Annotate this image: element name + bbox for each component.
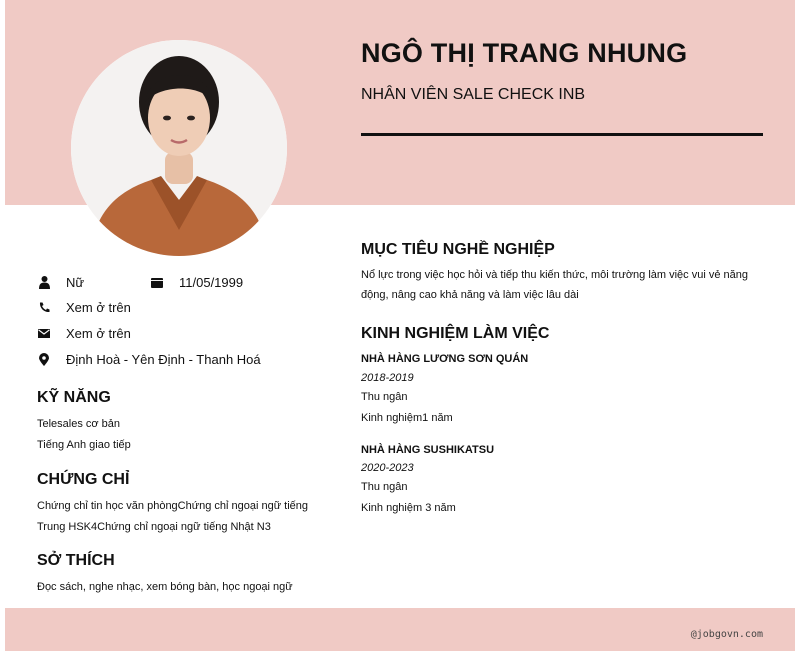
experience-heading: KINH NGHIỆM LÀM VIỆC — [361, 325, 550, 342]
company-name: NHÀ HÀNG SUSHIKATSU — [361, 444, 495, 456]
objective-line: động, nâng cao khả năng và làm việc lâu dài — [361, 289, 579, 301]
gender-row — [37, 275, 84, 290]
gender-value: Nữ — [66, 275, 85, 290]
certificates-line: Trung HSK4Chứng chỉ ngoại ngữ tiếng Nhật N3 — [37, 521, 271, 533]
job-title: NHÂN VIÊN SALE CHECK INB — [361, 86, 586, 103]
header-divider — [361, 133, 763, 136]
mail-icon — [37, 327, 51, 341]
certificates-heading: CHỨNG CHỈ — [37, 471, 130, 488]
watermark-text: @jobgovn.com — [690, 629, 763, 640]
phone-row — [37, 300, 131, 315]
email-row — [37, 326, 131, 341]
candidate-name: NGÔ THỊ TRANG NHUNG — [361, 38, 688, 68]
birthdate-row — [150, 275, 243, 290]
skills-heading: KỸ NĂNG — [37, 389, 111, 406]
objective-heading: MỤC TIÊU NGHỀ NGHIỆP — [361, 241, 555, 258]
job-role: Thu ngân — [361, 391, 408, 403]
location-pin-icon — [37, 353, 51, 367]
job-role: Thu ngân — [361, 481, 408, 493]
hobbies-heading: SỞ THÍCH — [37, 552, 115, 569]
company-name: NHÀ HÀNG LƯƠNG SƠN QUÁN — [361, 353, 529, 365]
certificates-line: Chứng chỉ tin học văn phòngChứng chỉ ngoại ngữ tiếng — [37, 500, 308, 512]
person-icon — [37, 276, 51, 290]
job-period: 2020-2023 — [361, 462, 414, 474]
hobbies-text: Đọc sách, nghe nhạc, xem bóng bàn, học ngoại ngữ — [37, 581, 293, 593]
job-detail: Kinh nghiệm1 năm — [361, 412, 453, 424]
profile-photo — [71, 40, 287, 256]
phone-icon — [37, 301, 51, 315]
phone-value: Xem ở trên — [66, 300, 131, 315]
job-detail: Kinh nghiệm 3 năm — [361, 502, 456, 514]
skill-item: Telesales cơ bản — [37, 418, 121, 430]
footer-band — [5, 608, 795, 651]
birthdate-value: 11/05/1999 — [179, 275, 244, 290]
address-value: Định Hoà - Yên Định - Thanh Hoá — [66, 352, 261, 367]
job-period: 2018-2019 — [361, 372, 414, 384]
address-row — [37, 352, 261, 367]
calendar-icon — [150, 276, 164, 290]
skill-item: Tiếng Anh giao tiếp — [37, 439, 131, 451]
objective-line: Nổ lực trong việc học hỏi và tiếp thu kiến thức, môi trường làm việc vui vẻ năng — [361, 269, 748, 281]
email-value: Xem ở trên — [66, 326, 131, 341]
